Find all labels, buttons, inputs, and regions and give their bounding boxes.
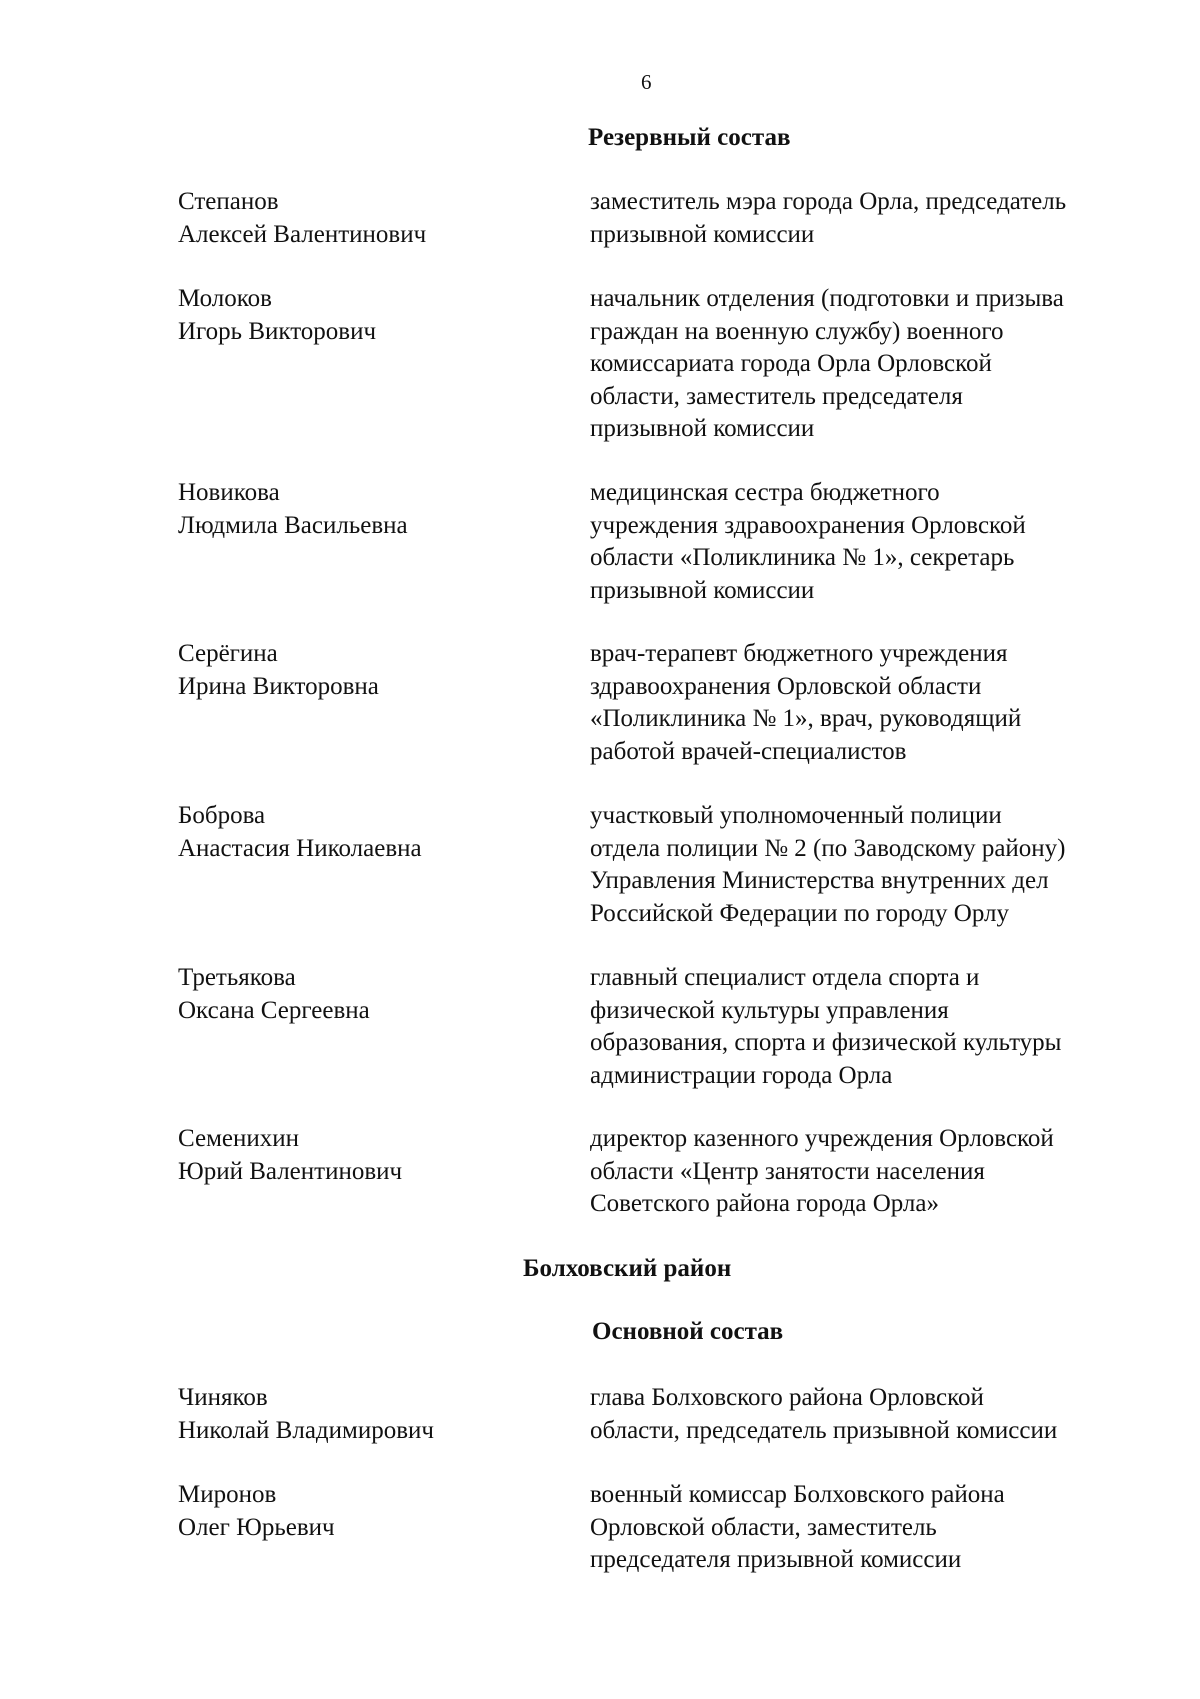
position-line: «Поликлиника № 1», врач, руководящий [590, 705, 1022, 732]
member-surname: Миронов [178, 1481, 277, 1508]
member-name [178, 1382, 568, 1447]
member-surname: Степанов [178, 188, 279, 215]
position-line: работой врачей-специалистов [590, 737, 907, 765]
position-line: Управления Министерства внутренних дел [590, 867, 1049, 894]
member-surname: Молоков [178, 285, 272, 312]
member-position [590, 962, 1150, 1092]
position-line: администрации города Орла [590, 1061, 893, 1089]
position-line: Орловской области, заместитель [590, 1513, 937, 1541]
member-given-names: Оксана Сергеевна [178, 996, 370, 1024]
member-given-names: Алексей Валентинович [178, 220, 427, 248]
page-number: 6 [641, 70, 652, 94]
member-name [178, 1123, 568, 1188]
position-line: заместитель мэра города Орла, председатель [590, 188, 1067, 215]
position-line: Советского района города Орла» [590, 1190, 939, 1217]
member-position [590, 477, 1150, 607]
member-position [590, 800, 1150, 930]
member-surname: Боброва [178, 802, 266, 829]
position-line: образования, спорта и физической культуры [590, 1029, 1062, 1056]
member-position [590, 283, 1150, 446]
position-line: области, заместитель председателя [590, 382, 963, 410]
position-line: призывной комиссии [590, 220, 815, 248]
position-line: врач-терапевт бюджетного учреждения [590, 640, 1008, 667]
position-line: физической культуры управления [590, 996, 949, 1024]
position-line: председателя призывной комиссии [590, 1546, 962, 1573]
member-given-names: Людмила Васильевна [178, 511, 408, 539]
member-surname: Третьякова [178, 964, 296, 991]
position-line: комиссариата города Орла Орловской [590, 350, 992, 377]
member-surname: Новикова [178, 479, 280, 506]
position-line: Российской Федерации по городу Орлу [590, 899, 1009, 927]
position-line: военный комиссар Болховского района [590, 1481, 1005, 1508]
member-position [590, 1382, 1150, 1447]
member-name [178, 1479, 568, 1544]
section-heading-reserve: Резервный состав [588, 124, 791, 151]
position-line: граждан на военную службу) военного [590, 317, 1004, 345]
position-line: учреждения здравоохранения Орловской [590, 511, 1026, 539]
position-line: призывной комиссии [590, 415, 815, 442]
position-line: здравоохранения Орловской области [590, 672, 982, 700]
member-given-names: Анастасия Николаевна [178, 834, 422, 862]
member-name [178, 962, 568, 1027]
position-line: главный специалист отдела спорта и [590, 964, 980, 991]
district-heading: Болховский район [523, 1255, 732, 1282]
position-line: директор казенного учреждения Орловской [590, 1125, 1054, 1152]
member-name [178, 283, 568, 348]
position-line: медицинская сестра бюджетного [590, 479, 940, 506]
member-position [590, 186, 1150, 251]
member-given-names: Николай Владимирович [178, 1416, 434, 1444]
position-line: призывной комиссии [590, 576, 815, 604]
member-given-names: Ирина Викторовна [178, 672, 379, 700]
member-name [178, 638, 568, 703]
member-position [590, 1123, 1150, 1221]
member-position [590, 1479, 1150, 1577]
position-line: глава Болховского района Орловской [590, 1384, 984, 1411]
position-line: отдела полиции № 2 (по Заводскому району) [590, 834, 1066, 862]
member-surname: Чиняков [178, 1384, 268, 1411]
member-surname: Серёгина [178, 640, 278, 667]
position-line: начальник отделения (подготовки и призыва [590, 285, 1064, 312]
member-given-names: Юрий Валентинович [178, 1157, 403, 1185]
section-heading-main: Основной состав [592, 1318, 784, 1345]
member-name [178, 477, 568, 542]
position-line: области «Центр занятости населения [590, 1157, 985, 1185]
member-given-names: Олег Юрьевич [178, 1513, 335, 1541]
member-given-names: Игорь Викторович [178, 317, 377, 345]
member-position [590, 638, 1150, 768]
member-surname: Семенихин [178, 1125, 300, 1152]
position-line: участковый уполномоченный полиции [590, 802, 1002, 829]
member-name [178, 800, 568, 865]
position-line: области «Поликлиника № 1», секретарь [590, 544, 1015, 571]
position-line: области, председатель призывной комиссии [590, 1416, 1058, 1444]
member-name [178, 186, 568, 251]
